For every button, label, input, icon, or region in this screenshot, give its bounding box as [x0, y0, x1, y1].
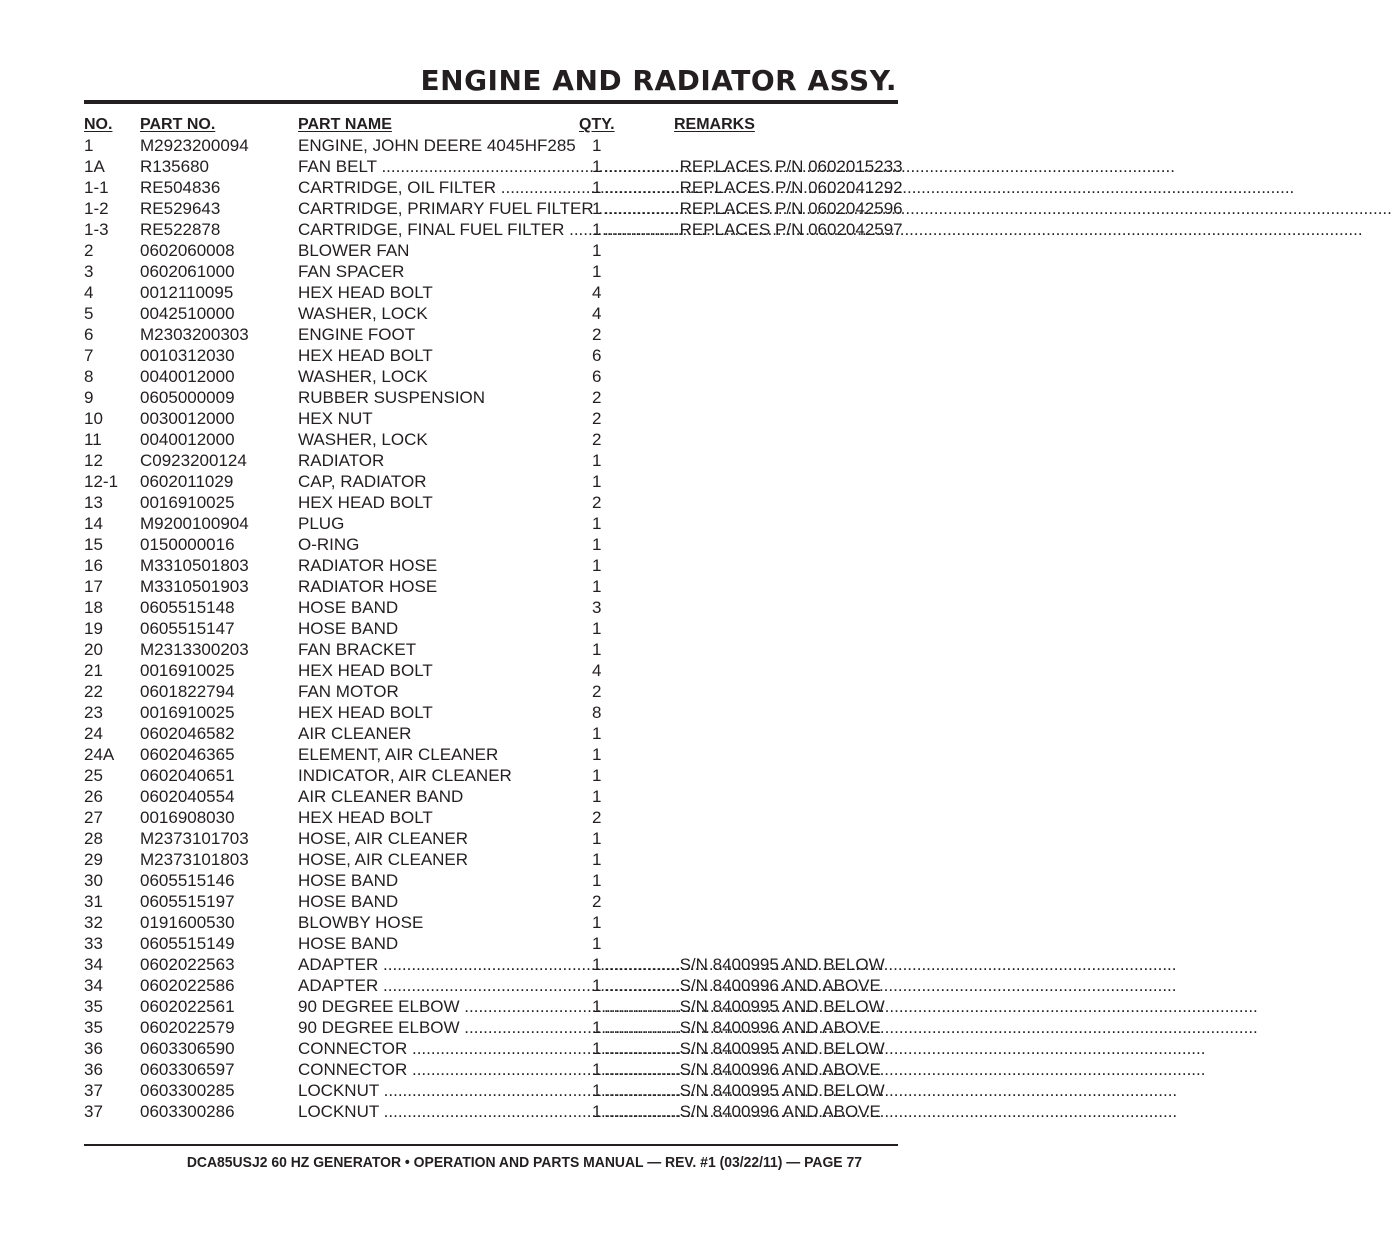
table-row	[84, 408, 898, 429]
part-number: 0150000016	[140, 535, 235, 554]
part-name: WASHER, LOCK	[298, 304, 428, 323]
part-remarks-cell	[604, 954, 885, 975]
part-name: ENGINE FOOT	[298, 325, 416, 344]
table-row	[84, 891, 898, 912]
part-qty: 1	[592, 766, 602, 785]
part-number: 0030012000	[140, 409, 235, 428]
part-qty: 1	[592, 220, 602, 239]
part-qty: 1	[592, 1039, 602, 1058]
part-number-index: 32	[84, 913, 103, 932]
part-qty: 1	[592, 262, 602, 281]
part-remarks: S/N 8400995 AND BELOW	[679, 955, 885, 974]
part-number: 0602046582	[140, 724, 235, 743]
part-name: 90 DEGREE ELBOW .....	[298, 996, 594, 1017]
part-number-index: 2	[84, 241, 94, 260]
part-number: M9200100904	[140, 514, 249, 533]
part-number-index: 17	[84, 577, 103, 596]
part-name: FAN BRACKET	[298, 640, 417, 659]
title-rule	[84, 100, 898, 104]
part-name: RADIATOR HOSE	[298, 577, 438, 596]
part-name: 90 DEGREE ELBOW .....	[298, 1017, 594, 1038]
part-number: 0602046365	[140, 745, 235, 764]
part-name: ELEMENT, AIR CLEANER	[298, 745, 499, 764]
table-row	[84, 135, 898, 156]
part-name: HOSE BAND	[298, 598, 399, 617]
part-number-index: 26	[84, 787, 103, 806]
part-qty: 1	[592, 787, 602, 806]
part-qty: 2	[592, 682, 602, 701]
table-row	[84, 765, 898, 786]
part-number: 0603306590	[140, 1039, 235, 1058]
part-name: PLUG	[298, 514, 345, 533]
table-row	[84, 156, 903, 177]
table-row	[84, 555, 898, 576]
table-body	[84, 135, 903, 1122]
part-number: 0602061000	[140, 262, 235, 281]
table-row	[84, 639, 898, 660]
table-row	[84, 1017, 898, 1038]
part-name: BLOWBY HOSE	[298, 913, 424, 932]
part-number: 0605000009	[140, 388, 235, 407]
part-qty: 1	[592, 1018, 602, 1037]
part-name: HOSE BAND	[298, 892, 399, 911]
part-qty: 2	[592, 409, 602, 428]
table-row	[84, 345, 898, 366]
part-qty: 2	[592, 493, 602, 512]
part-number: 0016910025	[140, 493, 235, 512]
part-number: 0603306597	[140, 1060, 235, 1079]
leader-dots: ................	[604, 199, 680, 218]
part-number: 0602011029	[140, 472, 234, 491]
part-number: 0605515149	[140, 934, 235, 953]
leader-dots: ................	[604, 220, 680, 239]
part-remarks: REPLACES P/N 0602042597	[679, 220, 903, 239]
part-number: 0602060008	[140, 241, 235, 260]
part-number: 0602022563	[140, 955, 235, 974]
table-row	[84, 534, 898, 555]
part-qty: 1	[592, 451, 602, 470]
table-row	[84, 1080, 898, 1101]
part-number-index: 36	[84, 1039, 103, 1058]
part-qty: 1	[592, 976, 602, 995]
part-number: M2303200303	[140, 325, 249, 344]
table-row	[84, 597, 898, 618]
table-row	[84, 660, 898, 681]
part-number: 0010312030	[140, 346, 235, 365]
part-number-index: 12	[84, 451, 103, 470]
part-number-index: 25	[84, 766, 103, 785]
table-row	[84, 912, 898, 933]
header-qty: QTY.	[579, 116, 615, 133]
part-remarks: REPLACES P/N 0602015233	[679, 157, 903, 176]
part-number-index: 24	[84, 724, 103, 743]
part-number: 0016910025	[140, 703, 235, 722]
part-name: RADIATOR	[298, 451, 385, 470]
part-name: CAP, RADIATOR	[298, 472, 427, 491]
part-remarks: S/N 8400995 AND BELOW	[679, 997, 885, 1016]
table-row	[84, 366, 898, 387]
part-number-index: 36	[84, 1060, 103, 1079]
part-number-index: 12-1	[84, 472, 119, 491]
part-number-index: 10	[84, 409, 103, 428]
leader-dots: ................	[604, 1039, 680, 1058]
part-name: AIR CLEANER	[298, 724, 412, 743]
header-no: NO.	[84, 116, 113, 133]
leader-dots: ................	[604, 1102, 680, 1121]
part-number-index: 24A	[84, 745, 115, 764]
part-name: RUBBER SUSPENSION	[298, 388, 486, 407]
part-name: FAN MOTOR	[298, 682, 399, 701]
part-number: 0605515146	[140, 871, 235, 890]
part-remarks-cell	[604, 996, 885, 1017]
part-qty: 8	[592, 703, 602, 722]
part-name: RADIATOR HOSE	[298, 556, 438, 575]
part-remarks-cell	[604, 975, 881, 996]
part-name: HOSE, AIR CLEANER	[298, 850, 469, 869]
part-qty: 1	[592, 472, 602, 491]
part-name: HEX HEAD BOLT	[298, 661, 433, 680]
part-number-index: 1A	[84, 157, 105, 176]
part-name: CONNECTOR .....	[298, 1059, 594, 1080]
part-qty: 6	[592, 346, 602, 365]
part-name: HEX HEAD BOLT	[298, 346, 433, 365]
part-number-index: 27	[84, 808, 103, 827]
part-name: O-RING	[298, 535, 360, 554]
part-qty: 1	[592, 913, 602, 932]
part-number-index: 23	[84, 703, 103, 722]
part-remarks: S/N 8400995 AND BELOW	[679, 1039, 885, 1058]
part-qty: 1	[592, 556, 602, 575]
part-name: ADAPTER .....	[298, 954, 594, 975]
table-row	[84, 723, 898, 744]
table-row	[84, 387, 898, 408]
part-number-index: 35	[84, 997, 103, 1016]
table-row	[84, 513, 898, 534]
table-row	[84, 198, 903, 219]
part-qty: 2	[592, 325, 602, 344]
table-row	[84, 681, 898, 702]
part-number-index: 19	[84, 619, 103, 638]
table-row	[84, 219, 903, 240]
part-number: R135680	[140, 157, 210, 176]
part-number-index: 20	[84, 640, 103, 659]
table-row	[84, 954, 898, 975]
part-number-index: 21	[84, 661, 103, 680]
part-number-index: 1-3	[84, 220, 109, 239]
part-number: 0040012000	[140, 367, 235, 386]
part-remarks-cell	[604, 198, 903, 219]
part-number-index: 37	[84, 1081, 103, 1100]
part-number-index: 1-2	[84, 199, 109, 218]
part-name: LOCKNUT .....	[298, 1101, 594, 1122]
header-part-no: PART NO.	[140, 116, 216, 133]
part-number-index: 34	[84, 976, 103, 995]
part-number: M2923200094	[140, 136, 249, 155]
part-qty: 1	[592, 514, 602, 533]
part-qty: 1	[592, 640, 602, 659]
part-number-index: 13	[84, 493, 103, 512]
part-name: FAN BELT .....	[298, 156, 594, 177]
part-name: ADAPTER .....	[298, 975, 594, 996]
table-row	[84, 1101, 898, 1122]
table-row	[84, 702, 898, 723]
part-qty: 1	[592, 136, 602, 155]
header-part-name: PART NAME	[298, 116, 392, 133]
table-row	[84, 870, 898, 891]
part-number: 0602022586	[140, 976, 235, 995]
part-name: AIR CLEANER BAND	[298, 787, 464, 806]
part-name: HEX NUT	[298, 409, 373, 428]
part-number-index: 1	[84, 136, 94, 155]
part-qty: 1	[592, 724, 602, 743]
part-number-index: 6	[84, 325, 94, 344]
part-number: 0603300286	[140, 1102, 235, 1121]
part-number-index: 16	[84, 556, 103, 575]
part-name: HOSE, AIR CLEANER	[298, 829, 469, 848]
table-row	[84, 177, 903, 198]
part-name: HOSE BAND	[298, 871, 399, 890]
part-number: 0602040651	[140, 766, 235, 785]
part-name: CARTRIDGE, PRIMARY FUEL FILTER .....	[298, 198, 594, 219]
table-row	[84, 1059, 898, 1080]
part-name: CARTRIDGE, FINAL FUEL FILTER .....	[298, 219, 594, 240]
part-remarks-cell	[604, 1101, 881, 1122]
table-row	[84, 450, 898, 471]
part-name: HEX HEAD BOLT	[298, 703, 433, 722]
part-qty: 4	[592, 304, 602, 323]
part-name: HEX HEAD BOLT	[298, 493, 433, 512]
part-number-index: 3	[84, 262, 94, 281]
part-qty: 1	[592, 577, 602, 596]
part-qty: 2	[592, 430, 602, 449]
table-row	[84, 807, 898, 828]
page-footer: DCA85USJ2 60 HZ GENERATOR • OPERATION AND PARTS MANUAL — REV. #1 (03/22/11) — PAGE 77	[186, 1154, 863, 1171]
part-name: HEX HEAD BOLT	[298, 808, 433, 827]
leader-dots: ................	[604, 976, 680, 995]
part-number-index: 30	[84, 871, 103, 890]
part-remarks: S/N 8400996 AND ABOVE	[679, 976, 881, 995]
part-remarks-cell	[604, 1059, 881, 1080]
part-number-index: 15	[84, 535, 103, 554]
part-qty: 1	[592, 1081, 602, 1100]
part-remarks-cell	[604, 156, 903, 177]
part-number: 0601822794	[140, 682, 235, 701]
table-row	[84, 618, 898, 639]
table-row	[84, 492, 898, 513]
part-qty: 4	[592, 283, 602, 302]
table-row	[84, 471, 898, 492]
part-remarks: S/N 8400996 AND ABOVE	[679, 1060, 881, 1079]
table-row	[84, 744, 898, 765]
table-row	[84, 933, 898, 954]
part-number: 0040012000	[140, 430, 235, 449]
part-number-index: 5	[84, 304, 94, 323]
part-number-index: 9	[84, 388, 94, 407]
leader-dots: ................	[604, 997, 680, 1016]
part-number: 0605515147	[140, 619, 235, 638]
part-number-index: 14	[84, 514, 103, 533]
part-number-index: 34	[84, 955, 103, 974]
part-number: M2373101703	[140, 829, 249, 848]
part-name: FAN SPACER	[298, 262, 405, 281]
part-qty: 1	[592, 199, 602, 218]
part-qty: 1	[592, 934, 602, 953]
table-header-row	[84, 114, 898, 134]
part-remarks-cell	[604, 177, 903, 198]
part-number: 0016908030	[140, 808, 235, 827]
part-number: M2373101803	[140, 850, 249, 869]
part-remarks-cell	[604, 219, 903, 240]
part-number-index: 22	[84, 682, 103, 701]
leader-dots: ................	[604, 178, 680, 197]
part-name: WASHER, LOCK	[298, 367, 428, 386]
table-row	[84, 786, 898, 807]
part-name: LOCKNUT .....	[298, 1080, 594, 1101]
part-number: RE522878	[140, 220, 221, 239]
part-number-index: 29	[84, 850, 103, 869]
part-qty: 1	[592, 871, 602, 890]
part-remarks-cell	[604, 1080, 885, 1101]
leader-dots: ................	[604, 1018, 680, 1037]
part-number: M3310501903	[140, 577, 249, 596]
part-number-index: 28	[84, 829, 103, 848]
part-qty: 3	[592, 598, 602, 617]
part-number: 0605515148	[140, 598, 235, 617]
part-remarks: S/N 8400996 AND ABOVE	[679, 1018, 881, 1037]
part-qty: 2	[592, 892, 602, 911]
part-name: CONNECTOR .....	[298, 1038, 594, 1059]
part-name: HEX HEAD BOLT	[298, 283, 433, 302]
table-row	[84, 282, 898, 303]
part-qty: 1	[592, 997, 602, 1016]
part-name: WASHER, LOCK	[298, 430, 428, 449]
part-number-index: 33	[84, 934, 103, 953]
part-qty: 1	[592, 157, 602, 176]
table-row	[84, 1038, 898, 1059]
parts-table	[84, 114, 903, 1122]
table-row	[84, 828, 898, 849]
part-number-index: 35	[84, 1018, 103, 1037]
part-number: C0923200124	[140, 451, 247, 470]
part-remarks: REPLACES P/N 0602042596	[679, 199, 903, 218]
part-number-index: 37	[84, 1102, 103, 1121]
part-number: M2313300203	[140, 640, 249, 659]
table-row	[84, 303, 898, 324]
part-qty: 6	[592, 367, 602, 386]
part-number: 0016910025	[140, 661, 235, 680]
part-qty: 1	[592, 1102, 602, 1121]
part-qty: 1	[592, 850, 602, 869]
part-number-index: 31	[84, 892, 103, 911]
part-qty: 1	[592, 829, 602, 848]
part-number-index: 4	[84, 283, 94, 302]
part-number: 0012110095	[140, 283, 234, 302]
part-qty: 1	[592, 745, 602, 764]
leader-dots: ................	[604, 1060, 680, 1079]
part-qty: 1	[592, 1060, 602, 1079]
part-qty: 1	[592, 178, 602, 197]
part-number: 0602040554	[140, 787, 235, 806]
part-name: INDICATOR, AIR CLEANER	[298, 766, 512, 785]
table-row	[84, 261, 898, 282]
part-number-index: 18	[84, 598, 103, 617]
header-remarks: REMARKS	[674, 116, 755, 133]
part-qty: 1	[592, 955, 602, 974]
part-name: BLOWER FAN	[298, 241, 410, 260]
part-remarks: REPLACES P/N 0602041292	[679, 178, 903, 197]
table-row	[84, 324, 898, 345]
part-qty: 1	[592, 241, 602, 260]
part-qty: 2	[592, 808, 602, 827]
table-row	[84, 996, 898, 1017]
leader-dots: ................	[604, 1081, 680, 1100]
part-qty: 2	[592, 388, 602, 407]
part-remarks-cell	[604, 1017, 881, 1038]
part-number: 0042510000	[140, 304, 235, 323]
footer-rule	[84, 1144, 898, 1146]
part-number: RE504836	[140, 178, 221, 197]
table-row	[84, 849, 898, 870]
part-number-index: 11	[84, 430, 102, 449]
part-number: RE529643	[140, 199, 221, 218]
part-number: 0603300285	[140, 1081, 235, 1100]
part-number: M3310501803	[140, 556, 249, 575]
leader-dots: ................	[604, 955, 680, 974]
part-remarks-cell	[604, 1038, 885, 1059]
part-number: 0602022579	[140, 1018, 235, 1037]
table-row	[84, 240, 898, 261]
part-remarks: S/N 8400995 AND BELOW	[679, 1081, 885, 1100]
part-name: HOSE BAND	[298, 619, 399, 638]
page-title: ENGINE AND RADIATOR ASSY.	[420, 64, 897, 97]
part-number-index: 7	[84, 346, 94, 365]
part-number: 0191600530	[140, 913, 235, 932]
part-remarks: S/N 8400996 AND ABOVE	[679, 1102, 881, 1121]
table-row	[84, 429, 898, 450]
part-number: 0602022561	[140, 997, 235, 1016]
part-name: ENGINE, JOHN DEERE 4045HF285	[298, 136, 576, 155]
part-name: HOSE BAND	[298, 934, 399, 953]
table-row	[84, 576, 898, 597]
part-qty: 1	[592, 619, 602, 638]
leader-dots: ................	[604, 157, 680, 176]
part-qty: 4	[592, 661, 602, 680]
part-number: 0605515197	[140, 892, 235, 911]
table-row	[84, 975, 898, 996]
part-name: CARTRIDGE, OIL FILTER .....	[298, 177, 594, 198]
part-number-index: 1-1	[84, 178, 109, 197]
part-qty: 1	[592, 535, 602, 554]
part-number-index: 8	[84, 367, 94, 386]
